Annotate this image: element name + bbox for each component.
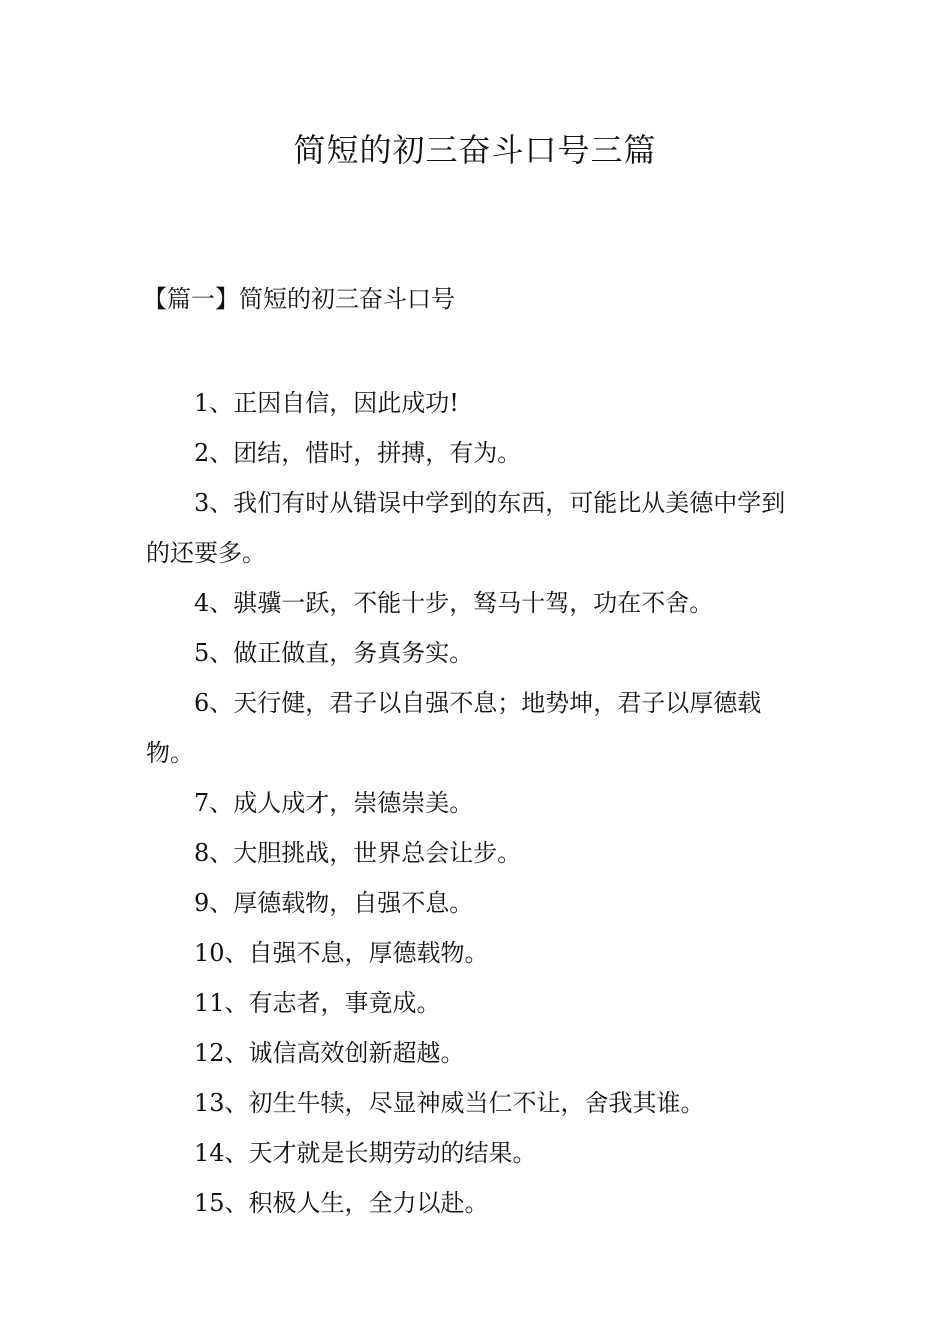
list-item: 4、骐骥一跃，不能十步，驽马十驾，功在不舍。 xyxy=(194,589,714,617)
list-item: 9、厚德载物，自强不息。 xyxy=(194,889,474,917)
list-item: 13、初生牛犊，尽显神威当仁不让，舍我其谁。 xyxy=(194,1089,705,1117)
list-item: 1、正因自信，因此成功! xyxy=(194,389,459,417)
list-item: 14、天才就是长期劳动的结果。 xyxy=(194,1139,537,1167)
list-item: 12、诚信高效创新超越。 xyxy=(194,1039,465,1067)
list-item: 2、团结，惜时，拼搏，有为。 xyxy=(194,439,522,467)
document-title: 简短的初三奋斗口号三篇 xyxy=(293,131,657,169)
list-item: 11、有志者，事竟成。 xyxy=(194,989,441,1017)
list-item: 6、天行健，君子以自强不息；地势坤，君子以厚德载物。 xyxy=(146,689,762,767)
list-item: 10、自强不息，厚德载物。 xyxy=(194,939,489,967)
list-item: 7、成人成才，崇德崇美。 xyxy=(194,789,474,817)
list-item: 15、积极人生，全力以赴。 xyxy=(194,1189,489,1217)
section-heading: 【篇一】简短的初三奋斗口号 xyxy=(143,285,455,313)
list-item: 5、做正做直，务真务实。 xyxy=(194,639,474,667)
list-item: 8、大胆挑战，世界总会让步。 xyxy=(194,839,522,867)
slogan-list xyxy=(146,378,806,1228)
list-item: 3、我们有时从错误中学到的东西，可能比从美德中学到的还要多。 xyxy=(146,489,786,567)
